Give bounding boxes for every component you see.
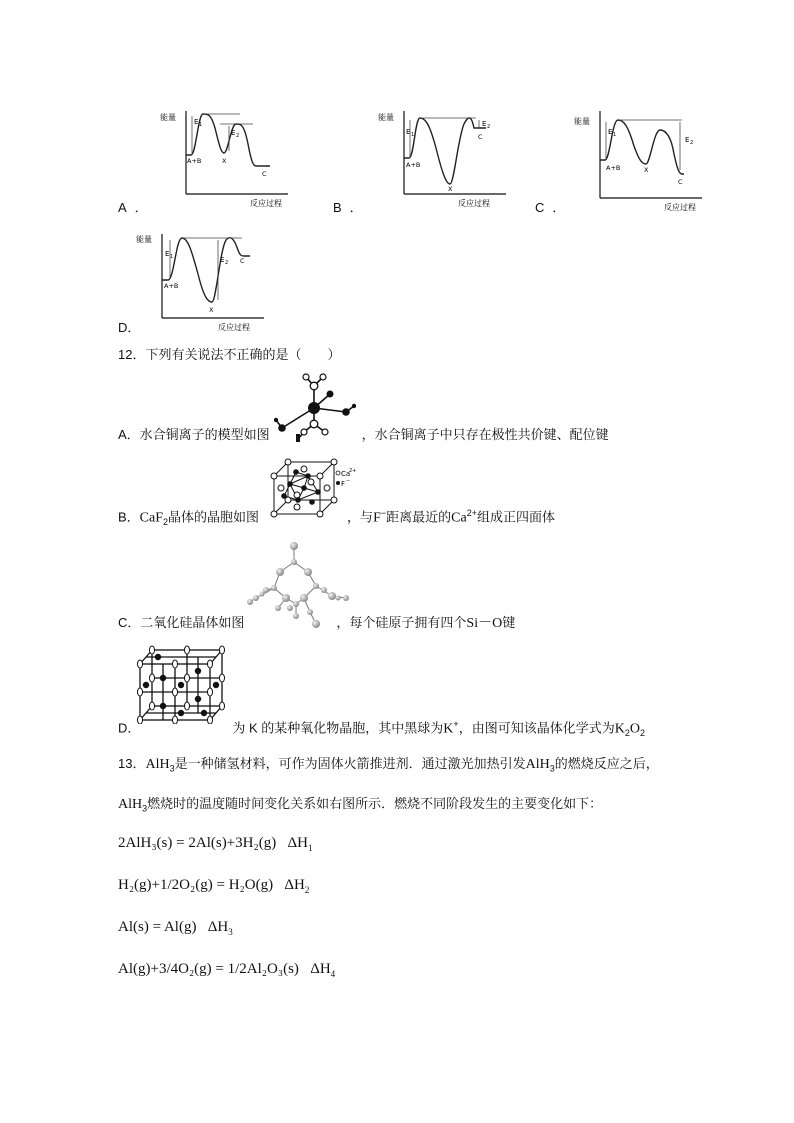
x-axis-label: 反应过程: [664, 203, 696, 212]
svg-text:1: 1: [170, 254, 174, 260]
option-a[interactable]: A ．: [118, 200, 148, 215]
c-label: C: [262, 170, 267, 178]
k-oxide-unit-cell: [134, 644, 230, 724]
e1-label: E: [608, 128, 613, 136]
legend-ca: Ca: [341, 470, 351, 478]
c-label: C: [240, 257, 245, 265]
e2-label: E: [231, 129, 236, 137]
ab-label: A+B: [606, 164, 621, 172]
legend-f: F: [341, 480, 346, 488]
ab-label: A+B: [187, 157, 202, 165]
option-d[interactable]: D．: [118, 320, 141, 335]
energy-diagram-a: [158, 108, 290, 208]
option-12d[interactable]: D． 为 K 的某种氧化物晶胞，其中黑球为K+，由图可知该晶体化学式为$K_2O_2$: [118, 719, 645, 738]
c-label: C: [678, 178, 683, 186]
e1-label: E: [165, 250, 170, 258]
question-13-line1: 13．AlH$_3$是一种储氢材料，可作为固体火箭推进剂．通过激光加热引发AlH$_3$的燃烧反应之后，: [118, 756, 659, 774]
equation-1: 2AlH₃(s) = 2Al(s)+3H₂(g) $\Delta H_1$: [118, 835, 313, 853]
x-label: X: [644, 166, 649, 174]
equation-3: Al(s) = Al(g) $\Delta H_3$: [118, 919, 233, 937]
svg-text:2: 2: [690, 140, 694, 146]
option-c[interactable]: C ．: [535, 200, 566, 215]
svg-text:2: 2: [236, 133, 240, 139]
e2-label: E: [685, 136, 690, 144]
y-axis-label: 能量: [160, 113, 176, 122]
ab-label: A+B: [406, 161, 421, 169]
x-label: X: [222, 157, 227, 165]
question-12-stem: 12．下列有关说法不正确的是（ ）: [118, 347, 341, 362]
energy-diagram-c: [572, 108, 704, 212]
ab-label: A+B: [164, 282, 179, 290]
y-axis-label: 能量: [574, 117, 590, 126]
svg-text:2: 2: [487, 124, 491, 130]
option-12c[interactable]: C．二氧化硅晶体如图 ，每个硅原子拥有四个Si－O键: [118, 615, 516, 631]
x-label: X: [448, 185, 453, 193]
question-13-line2: AlH$_3$燃烧时的温度随时间变化关系如右图所示．燃烧不同阶段发生的主要变化如下：: [118, 796, 603, 814]
x-axis-label: 反应过程: [458, 199, 490, 208]
svg-text:2+: 2+: [349, 468, 357, 474]
e2-label: E: [220, 256, 225, 264]
svg-text:1: 1: [613, 132, 617, 138]
y-axis-label: 能量: [378, 113, 394, 122]
option-b[interactable]: B ．: [333, 200, 363, 215]
svg-text:2: 2: [225, 260, 229, 266]
equation-4: Al(g)+3/4O₂(g) = 1/2Al₂O₃(s) $\Delta H_4$: [118, 961, 336, 979]
energy-diagram-d: [134, 230, 266, 332]
option-12a[interactable]: A．水合铜离子的模型如图 ，水合铜离子中只存在极性共价键、配位键: [118, 427, 609, 442]
energy-diagram-b: [376, 108, 508, 208]
e2-label: E: [482, 120, 487, 128]
equation-2: H₂(g)+1/2O₂(g) = H₂O(g) $\Delta H_2$: [118, 877, 310, 895]
x-axis-label: 反应过程: [218, 323, 250, 332]
e1-label: E: [406, 128, 411, 136]
x-axis-label: 反应过程: [250, 199, 282, 208]
svg-text:1: 1: [199, 122, 203, 128]
svg-text:−: −: [346, 478, 351, 484]
c-label: C: [478, 133, 483, 141]
x-label: X: [209, 306, 214, 314]
e1-label: E: [194, 118, 199, 126]
option-12b[interactable]: B．CaF$_2$晶体的晶胞如图 ，与F−距离最近的$Ca^{2+}$组成正四面体: [118, 508, 555, 527]
y-axis-label: 能量: [136, 235, 152, 244]
svg-text:1: 1: [411, 132, 415, 138]
